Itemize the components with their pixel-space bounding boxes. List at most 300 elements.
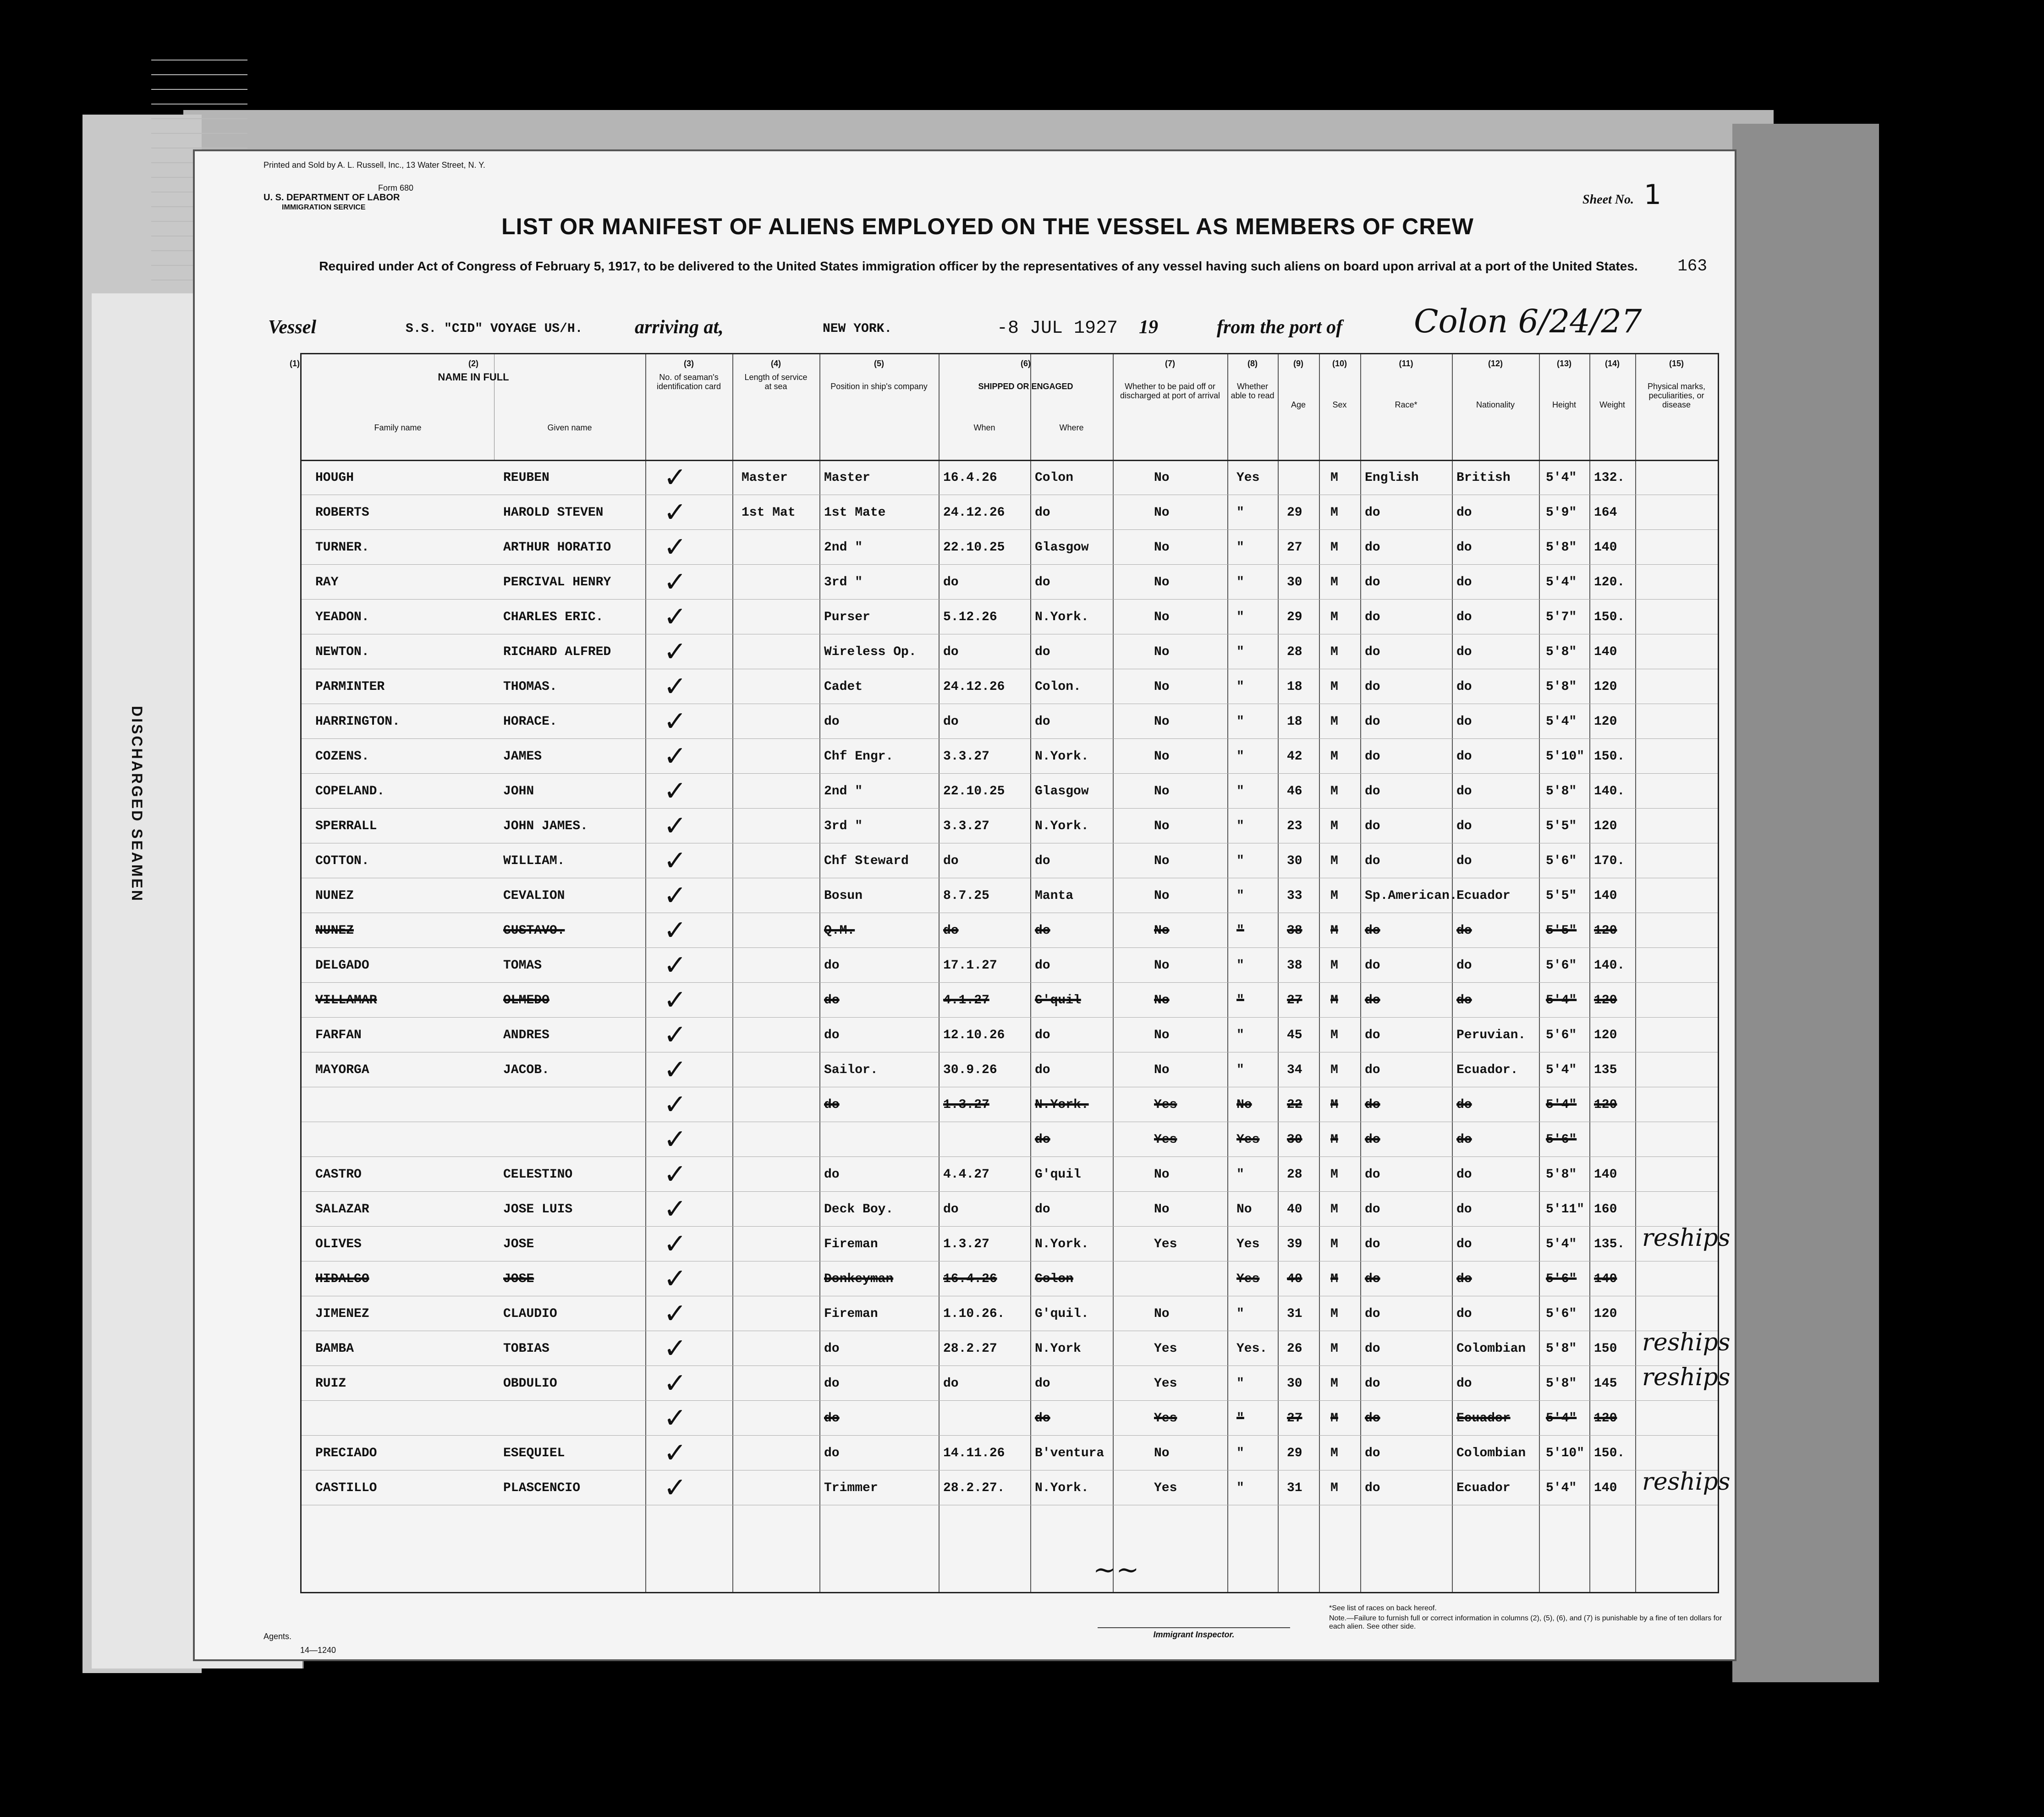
- cell-height: 5'7": [1546, 610, 1577, 624]
- cell-read: ": [1236, 1481, 1244, 1495]
- cell-when: do: [943, 715, 959, 729]
- cell-when: do: [943, 924, 959, 938]
- cell-read: No: [1236, 1098, 1252, 1112]
- cell-race: do: [1365, 645, 1380, 659]
- cell-height: 5'4": [1546, 1237, 1577, 1251]
- cell-nat: do: [1456, 958, 1472, 973]
- required-text: Required under Act of Congress of February 5, 1917, to be delivered to the United States immigration officer by the representatives of any vessel having such aliens on board upon arrival at a port of the United States.: [319, 259, 1638, 273]
- check-mark-icon: ✓: [664, 1402, 687, 1434]
- inspector-signature: ~~: [1093, 1554, 1139, 1586]
- check-mark-icon: ✓: [664, 531, 687, 563]
- cell-when: 1.3.27: [943, 1098, 989, 1112]
- cell-paid: No: [1154, 680, 1170, 694]
- table-row: [302, 982, 1718, 1018]
- cell-paid: No: [1154, 749, 1170, 764]
- cell-service: 1st Mat: [742, 506, 796, 520]
- cell-where: N.York.: [1035, 1481, 1089, 1495]
- cell-weight: 170.: [1594, 854, 1625, 868]
- cell-family: DELGADO: [315, 958, 369, 973]
- header-c2: (2): [468, 359, 478, 368]
- table-row: [302, 913, 1718, 948]
- header-id-card: No. of seaman's identification card: [656, 373, 721, 391]
- cell-age: 38: [1287, 924, 1302, 938]
- cell-sex: M: [1330, 1377, 1338, 1391]
- cell-family: VILLAMAR: [315, 993, 377, 1008]
- cell-nat: do: [1456, 645, 1472, 659]
- cell-sex: M: [1330, 680, 1338, 694]
- cell-nat: do: [1456, 1098, 1472, 1112]
- cell-race: do: [1365, 1202, 1380, 1217]
- cell-weight: 135.: [1594, 1237, 1625, 1251]
- cell-weight: 140: [1594, 645, 1617, 659]
- check-mark-icon: ✓: [664, 1472, 687, 1504]
- cell-family: HARRINGTON.: [315, 715, 400, 729]
- cell-weight: 140: [1594, 1481, 1617, 1495]
- check-mark-icon: ✓: [664, 1089, 687, 1121]
- cell-paid: No: [1154, 993, 1170, 1008]
- cell-paid: No: [1154, 819, 1170, 833]
- table-header: [290, 354, 1718, 461]
- cell-race: Sp.American.: [1365, 889, 1457, 903]
- check-mark-icon: ✓: [664, 1054, 687, 1086]
- cell-note: reships: [1642, 1468, 1731, 1496]
- sheet-number: 1: [1643, 179, 1661, 211]
- cell-height: 5'8": [1546, 540, 1577, 555]
- cell-race: do: [1365, 784, 1380, 798]
- cell-paid: Yes: [1154, 1481, 1177, 1495]
- cell-position: Chf Engr.: [824, 749, 894, 764]
- inspector-label: Immigrant Inspector.: [1098, 1627, 1290, 1640]
- cell-family: PRECIADO: [315, 1446, 377, 1460]
- cell-age: 34: [1287, 1063, 1302, 1077]
- cell-when: 5.12.26: [943, 610, 997, 624]
- cell-weight: 140: [1594, 540, 1617, 555]
- cell-sex: M: [1330, 1272, 1338, 1286]
- cell-given: CHARLES ERIC.: [503, 610, 604, 624]
- cell-age: 45: [1287, 1028, 1302, 1042]
- cell-weight: 140.: [1594, 958, 1625, 973]
- cell-read: ": [1236, 924, 1244, 938]
- footer-agents: Agents.: [264, 1632, 292, 1641]
- cell-height: 5'8": [1546, 1167, 1577, 1182]
- cell-age: 30: [1287, 1133, 1302, 1147]
- cell-where: do: [1035, 924, 1050, 938]
- cell-when: 22.10.25: [943, 784, 1005, 798]
- cell-position: do: [824, 1377, 840, 1391]
- cell-nat: do: [1456, 819, 1472, 833]
- cell-where: do: [1035, 645, 1050, 659]
- footer-note-1: *See list of races on back hereof.: [1329, 1604, 1437, 1612]
- cell-age: 27: [1287, 993, 1302, 1008]
- cell-position: 3rd ": [824, 819, 863, 833]
- cell-race: do: [1365, 993, 1380, 1008]
- form-number: Form 680: [378, 183, 414, 193]
- cell-weight: 120: [1594, 1098, 1617, 1112]
- cell-family: SALAZAR: [315, 1202, 369, 1217]
- check-mark-icon: ✓: [664, 1158, 687, 1190]
- header-c14: (14): [1604, 359, 1620, 368]
- cell-family: HOUGH: [315, 471, 354, 485]
- cell-given: PERCIVAL HENRY: [503, 575, 611, 589]
- cell-height: 5'4": [1546, 993, 1577, 1008]
- cell-sex: M: [1330, 1133, 1338, 1147]
- cell-position: Chf Steward: [824, 854, 909, 868]
- cell-race: do: [1365, 1098, 1380, 1112]
- department-block: [264, 193, 400, 213]
- header-where: Where: [1059, 423, 1084, 432]
- cell-height: 5'6": [1546, 1272, 1577, 1286]
- cell-race: do: [1365, 1307, 1380, 1321]
- cell-family: BAMBA: [315, 1342, 354, 1356]
- cell-nat: do: [1456, 1202, 1472, 1217]
- service: IMMIGRATION SERVICE: [282, 204, 366, 211]
- cell-sex: M: [1330, 854, 1338, 868]
- header-when: When: [973, 423, 995, 432]
- cell-given: ANDRES: [503, 1028, 549, 1042]
- cell-nat: do: [1456, 680, 1472, 694]
- cell-when: do: [943, 575, 959, 589]
- cell-nat: Ecuador: [1456, 1481, 1511, 1495]
- cell-sex: M: [1330, 645, 1338, 659]
- cell-given: JOSE: [503, 1237, 534, 1251]
- cell-paid: Yes: [1154, 1237, 1177, 1251]
- cell-position: Cadet: [824, 680, 863, 694]
- cell-family: MAYORGA: [315, 1063, 369, 1077]
- cell-when: do: [943, 854, 959, 868]
- from-port: Colon 6/24/27: [1414, 303, 1642, 340]
- cell-weight: 140.: [1594, 784, 1625, 798]
- cell-nat: do: [1456, 575, 1472, 589]
- cell-nat: do: [1456, 1237, 1472, 1251]
- table-row: [302, 1364, 1731, 1401]
- cell-when: 22.10.25: [943, 540, 1005, 555]
- cell-where: do: [1035, 1202, 1050, 1217]
- cell-where: do: [1035, 575, 1050, 589]
- cell-family: JIMENEZ: [315, 1307, 369, 1321]
- cell-weight: 140: [1594, 1272, 1617, 1286]
- table-row: [302, 878, 1718, 913]
- cell-given: JOHN: [503, 784, 534, 798]
- cell-paid: Yes: [1154, 1411, 1177, 1426]
- cell-when: do: [943, 1202, 959, 1217]
- cell-given: OBDULIO: [503, 1377, 557, 1391]
- cell-family: CASTILLO: [315, 1481, 377, 1495]
- table-row: [302, 1122, 1718, 1157]
- check-mark-icon: ✓: [664, 949, 687, 981]
- cell-nat: do: [1456, 610, 1472, 624]
- cell-read: ": [1236, 819, 1244, 833]
- cell-where: Colon.: [1035, 680, 1081, 694]
- check-mark-icon: ✓: [664, 671, 687, 703]
- cell-weight: 120: [1594, 924, 1617, 938]
- cell-position: Sailor.: [824, 1063, 878, 1077]
- cell-race: do: [1365, 1133, 1380, 1147]
- cell-position: 2nd ": [824, 784, 863, 798]
- cell-read: ": [1236, 1446, 1244, 1460]
- cell-where: B'ventura: [1035, 1446, 1104, 1460]
- header-c11: (11): [1399, 359, 1413, 368]
- cell-height: 5'8": [1546, 680, 1577, 694]
- cell-service: Master: [742, 471, 788, 485]
- cell-weight: 150.: [1594, 749, 1625, 764]
- cell-where: Glasgow: [1035, 540, 1089, 555]
- cell-position: Trimmer: [824, 1481, 878, 1495]
- cell-height: 5'8": [1546, 1342, 1577, 1356]
- cell-nat: do: [1456, 1272, 1472, 1286]
- cell-age: 40: [1287, 1272, 1302, 1286]
- header-weight: Weight: [1599, 400, 1625, 409]
- cell-where: N.York.: [1035, 749, 1089, 764]
- arrival-date: -8 JUL 1927: [997, 318, 1118, 339]
- cell-race: do: [1365, 1167, 1380, 1182]
- cell-nat: do: [1456, 993, 1472, 1008]
- check-mark-icon: ✓: [664, 984, 687, 1016]
- header-nationality: Nationality: [1476, 400, 1515, 409]
- cell-read: Yes: [1236, 1272, 1260, 1286]
- cell-paid: No: [1154, 924, 1170, 938]
- cell-family: COTTON.: [315, 854, 369, 868]
- cell-note: reships: [1642, 1224, 1731, 1252]
- cell-paid: Yes: [1154, 1133, 1177, 1147]
- check-mark-icon: ✓: [664, 914, 687, 947]
- cell-height: 5'4": [1546, 471, 1577, 485]
- cell-when: 1.3.27: [943, 1237, 989, 1251]
- cell-age: 22: [1287, 1098, 1302, 1112]
- cell-age: 31: [1287, 1481, 1302, 1495]
- cell-when: 28.2.27: [943, 1342, 997, 1356]
- cell-sex: M: [1330, 540, 1338, 555]
- arrival-port: NEW YORK.: [823, 322, 892, 336]
- check-mark-icon: ✓: [664, 1298, 687, 1330]
- cell-race: do: [1365, 680, 1380, 694]
- table-row: [302, 669, 1718, 704]
- cell-sex: M: [1330, 1063, 1338, 1077]
- cell-where: do: [1035, 506, 1050, 520]
- cell-sex: M: [1330, 1028, 1338, 1042]
- cell-paid: No: [1154, 958, 1170, 973]
- cell-age: 18: [1287, 715, 1302, 729]
- table-row: [302, 1400, 1718, 1436]
- cell-height: 5'4": [1546, 575, 1577, 589]
- table-row: [302, 460, 1718, 495]
- cell-family: NUNEZ: [315, 924, 354, 938]
- check-mark-icon: ✓: [664, 1228, 687, 1260]
- cell-race: English: [1365, 471, 1419, 485]
- cell-race: do: [1365, 749, 1380, 764]
- cell-weight: 120: [1594, 1028, 1617, 1042]
- table-row: [302, 808, 1718, 843]
- vessel-label: Vessel: [268, 317, 316, 338]
- table-row: [302, 1329, 1731, 1366]
- cell-weight: 120: [1594, 715, 1617, 729]
- cell-note: reships: [1642, 1329, 1731, 1356]
- header-c3: (3): [684, 359, 694, 368]
- vessel-name: S.S. "CID" VOYAGE US/H.: [406, 322, 583, 336]
- cell-given: JOHN JAMES.: [503, 819, 588, 833]
- cell-sex: M: [1330, 819, 1338, 833]
- cell-paid: No: [1154, 854, 1170, 868]
- cell-weight: 150: [1594, 1342, 1617, 1356]
- cell-given: HORACE.: [503, 715, 557, 729]
- manifest-page: [195, 151, 1735, 1659]
- cell-nat: do: [1456, 1133, 1472, 1147]
- check-mark-icon: ✓: [664, 1332, 687, 1365]
- header-physical-marks: Physical marks, peculiarities, or disease: [1647, 382, 1706, 409]
- cell-age: 29: [1287, 610, 1302, 624]
- cell-nat: do: [1456, 784, 1472, 798]
- cell-race: do: [1365, 715, 1380, 729]
- cell-given: REUBEN: [503, 471, 549, 485]
- cell-height: 5'6": [1546, 1028, 1577, 1042]
- cell-when: 16.4.26: [943, 1272, 997, 1286]
- cell-given: JAMES: [503, 749, 542, 764]
- cell-read: ": [1236, 749, 1244, 764]
- cell-age: 29: [1287, 1446, 1302, 1460]
- cell-age: 23: [1287, 819, 1302, 833]
- cell-sex: M: [1330, 924, 1338, 938]
- header-c5: (5): [874, 359, 884, 368]
- cell-sex: M: [1330, 993, 1338, 1008]
- cell-age: 38: [1287, 958, 1302, 973]
- cell-nat: do: [1456, 1377, 1472, 1391]
- cell-height: 5'8": [1546, 784, 1577, 798]
- cell-sex: M: [1330, 1411, 1338, 1426]
- cell-family: CASTRO: [315, 1167, 362, 1182]
- cell-family: NEWTON.: [315, 645, 369, 659]
- header-c12: (12): [1488, 359, 1503, 368]
- header-c9: (9): [1293, 359, 1303, 368]
- cell-read: ": [1236, 575, 1244, 589]
- cell-age: 42: [1287, 749, 1302, 764]
- cell-weight: 145: [1594, 1377, 1617, 1391]
- cell-when: 24.12.26: [943, 506, 1005, 520]
- cell-age: 40: [1287, 1202, 1302, 1217]
- cell-height: 5'10": [1546, 1446, 1585, 1460]
- cell-age: 28: [1287, 1167, 1302, 1182]
- table-row: [302, 738, 1718, 774]
- cell-sex: M: [1330, 575, 1338, 589]
- cell-family: RAY: [315, 575, 339, 589]
- cell-sex: M: [1330, 471, 1338, 485]
- cell-family: PARMINTER: [315, 680, 385, 694]
- cell-sex: M: [1330, 1202, 1338, 1217]
- cell-height: 5'6": [1546, 958, 1577, 973]
- cell-where: Colon: [1035, 471, 1074, 485]
- cell-read: ": [1236, 1167, 1244, 1182]
- cell-age: 27: [1287, 1411, 1302, 1426]
- table-row: [302, 634, 1718, 669]
- cell-age: 39: [1287, 1237, 1302, 1251]
- table-row: [302, 1261, 1718, 1296]
- cell-read: ": [1236, 1377, 1244, 1391]
- cell-height: 5'4": [1546, 715, 1577, 729]
- cell-sex: M: [1330, 749, 1338, 764]
- cell-sex: M: [1330, 1481, 1338, 1495]
- cell-note: reships: [1642, 1364, 1731, 1391]
- check-mark-icon: ✓: [664, 880, 687, 912]
- check-mark-icon: ✓: [664, 1263, 687, 1295]
- cell-paid: No: [1154, 540, 1170, 555]
- table-row: [302, 1017, 1718, 1052]
- cell-height: 5'5": [1546, 889, 1577, 903]
- table-row: [302, 1296, 1718, 1331]
- check-mark-icon: ✓: [664, 810, 687, 842]
- check-mark-icon: ✓: [664, 1019, 687, 1051]
- table-row: [302, 843, 1718, 878]
- cell-position: 1st Mate: [824, 506, 886, 520]
- table-row: [302, 529, 1718, 565]
- cell-given: OLMEDO: [503, 993, 549, 1008]
- cell-read: ": [1236, 889, 1244, 903]
- cell-family: COZENS.: [315, 749, 369, 764]
- cell-position: do: [824, 1167, 840, 1182]
- cell-family: NUNEZ: [315, 889, 354, 903]
- cell-age: 46: [1287, 784, 1302, 798]
- cell-age: 28: [1287, 645, 1302, 659]
- page-number: 163: [1677, 257, 1707, 275]
- cell-given: ARTHUR HORATIO: [503, 540, 611, 555]
- table-row: [302, 947, 1718, 983]
- from-label: from the port of: [1217, 317, 1343, 338]
- header-c4: (4): [771, 359, 781, 368]
- cell-position: Deck Boy.: [824, 1202, 894, 1217]
- cell-race: do: [1365, 958, 1380, 973]
- cell-given: TOBIAS: [503, 1342, 549, 1356]
- cell-paid: No: [1154, 610, 1170, 624]
- cell-position: 3rd ": [824, 575, 863, 589]
- cell-read: ": [1236, 1063, 1244, 1077]
- table-row: [302, 495, 1718, 530]
- cell-weight: 135: [1594, 1063, 1617, 1077]
- cell-when: 24.12.26: [943, 680, 1005, 694]
- table-row: [302, 773, 1718, 809]
- cell-position: Q.M.: [824, 924, 855, 938]
- cell-weight: 140: [1594, 1167, 1617, 1182]
- cell-age: 30: [1287, 575, 1302, 589]
- cell-nat: Colombian: [1456, 1342, 1526, 1356]
- check-mark-icon: ✓: [664, 462, 687, 494]
- cell-when: do: [943, 1377, 959, 1391]
- cell-nat: do: [1456, 506, 1472, 520]
- cell-when: 3.3.27: [943, 819, 989, 833]
- cell-sex: M: [1330, 610, 1338, 624]
- header-age: Age: [1291, 400, 1306, 409]
- cell-given: CEVALION: [503, 889, 565, 903]
- cell-weight: 120: [1594, 680, 1617, 694]
- cell-where: Glasgow: [1035, 784, 1089, 798]
- cell-height: 5'5": [1546, 819, 1577, 833]
- cell-when: 30.9.26: [943, 1063, 997, 1077]
- cell-position: do: [824, 1342, 840, 1356]
- cell-position: Master: [824, 471, 870, 485]
- cell-paid: Yes: [1154, 1377, 1177, 1391]
- cell-given: CLAUDIO: [503, 1307, 557, 1321]
- header-race: Race*: [1395, 400, 1418, 409]
- cell-race: do: [1365, 1481, 1380, 1495]
- header-height: Height: [1552, 400, 1577, 409]
- table-row: [302, 1468, 1731, 1505]
- cell-when: 17.1.27: [943, 958, 997, 973]
- cell-paid: No: [1154, 889, 1170, 903]
- cell-race: do: [1365, 1272, 1380, 1286]
- cell-paid: No: [1154, 471, 1170, 485]
- cell-paid: No: [1154, 1202, 1170, 1217]
- cell-nat: do: [1456, 749, 1472, 764]
- cell-weight: 150.: [1594, 610, 1625, 624]
- page-title: LIST OR MANIFEST OF ALIENS EMPLOYED ON THE VESSEL AS MEMBERS OF CREW: [501, 214, 1474, 239]
- cell-read: ": [1236, 993, 1244, 1008]
- cell-weight: 164: [1594, 506, 1617, 520]
